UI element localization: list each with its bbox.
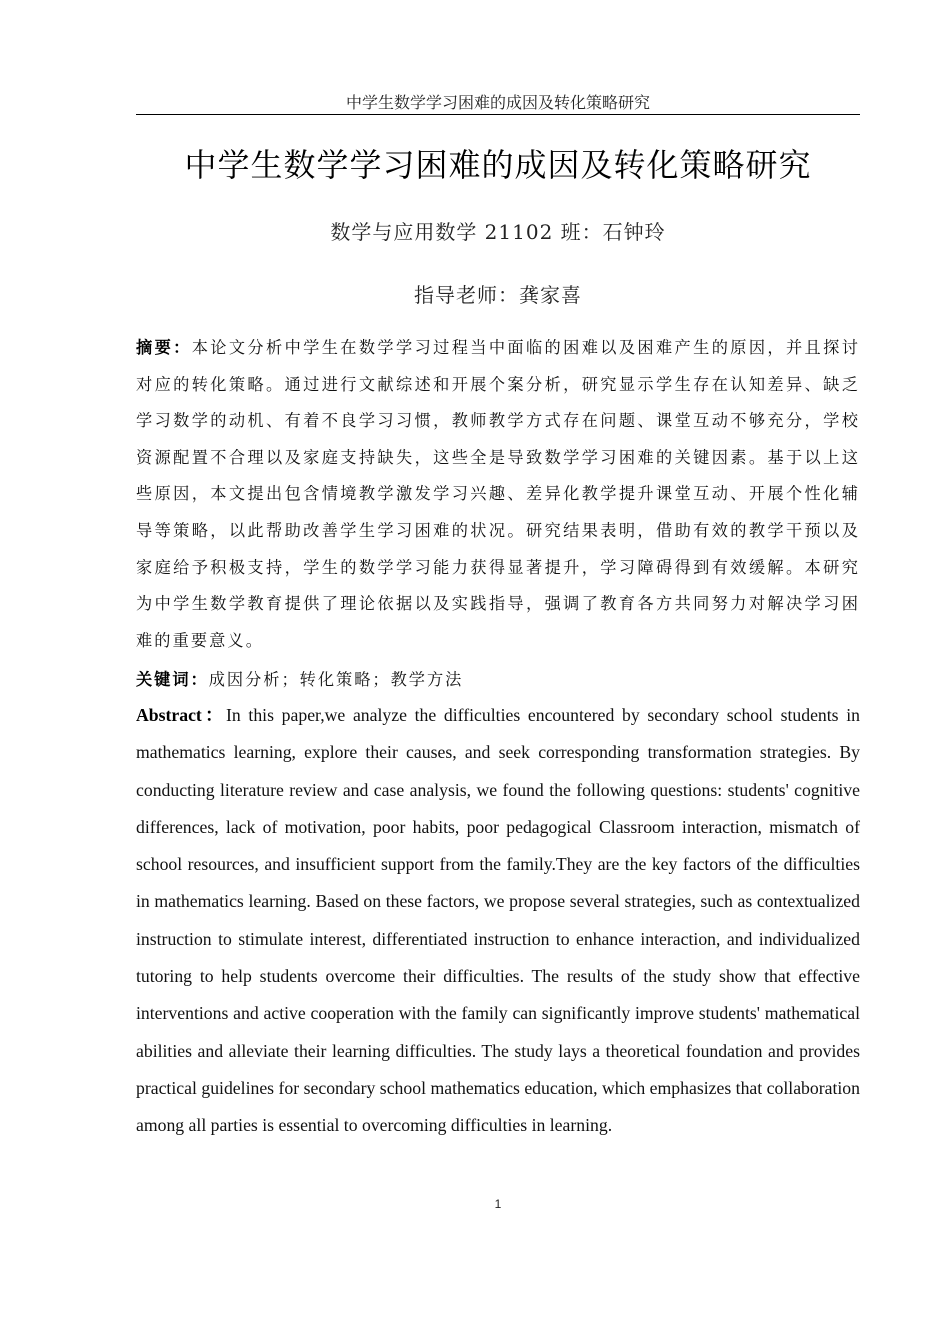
abstract-english-label: Abstract：	[136, 705, 227, 725]
author-line: 数学与应用数学 21102 班：石钟玲	[330, 220, 666, 244]
abstract-chinese-text: 本论文分析中学生在数学学习过程当中面临的困难以及困难产生的原因，并且探讨对应的转化策略。通过进行文献综述和开展个案分析，研究显示学生存在认知差异、缺乏学习数学的动机、有着不良学习习惯，教师教学方式存在问题、课堂互动不够充分，学校资源配置不合理以及家庭支持缺失，这些全是导致数学学习困难的关键因素。基于以上这些原因，本文提出包含情境教学激发学习兴趣、差异化教学提升课堂互动、开展个性化辅导等策略，以此帮助改善学生学习困难的状况。研究结果表明，借助有效的教学干预以及家庭给予积极支持，学生的数学学习能力获得显著提升，学习障碍得到有效缓解。本研究为中学生数学教育提供了理论依据以及实践指导，强调了教育各方共同努力对解决学习困难的重要意义。	[136, 338, 860, 650]
advisor-line: 指导老师：龚家喜	[414, 283, 582, 307]
header-rule	[136, 114, 860, 115]
paper-title: 中学生数学学习困难的成因及转化策略研究	[184, 146, 812, 184]
keywords-chinese-label: 关键词：	[136, 670, 209, 689]
abstract-english-text: In this paper,we analyze the difficulties encountered by secondary school students in mathematics learning, explore their causes, and seek corresponding transformation strategies. By conducting literature review and case analysis, we found the following questions: students' cognitive differences, lack of motivation, poor habits, poor pedagogical Classroom interaction, mismatch of school resources, and insufficient support from the family.They are the key factors of the difficulties in mathematics learning. Based on these factors, we propose several strategies, such as contextualized instruction to stimulate interest, differentiated instruction to enhance interaction, and individualized tutoring to help students overcome their difficulties. The results of the study show that effective interventions and active cooperation with the family can significantly improve students' mathematical abilities and alleviate their learning difficulties. The study lays a theoretical foundation and provides practical guidelines for secondary school mathematics education, which emphasizes that collaboration among all parties is essential to overcoming difficulties in learning.	[136, 705, 860, 1136]
abstract-chinese-label: 摘要：	[136, 338, 192, 357]
abstract-chinese	[136, 330, 860, 659]
page-number: 1	[494, 1197, 502, 1211]
abstract-english	[136, 697, 860, 1145]
keywords-chinese	[136, 662, 860, 698]
keywords-chinese-text: 成因分析；转化策略；教学方法	[208, 670, 464, 689]
running-header: 中学生数学学习困难的成因及转化策略研究	[345, 93, 650, 112]
